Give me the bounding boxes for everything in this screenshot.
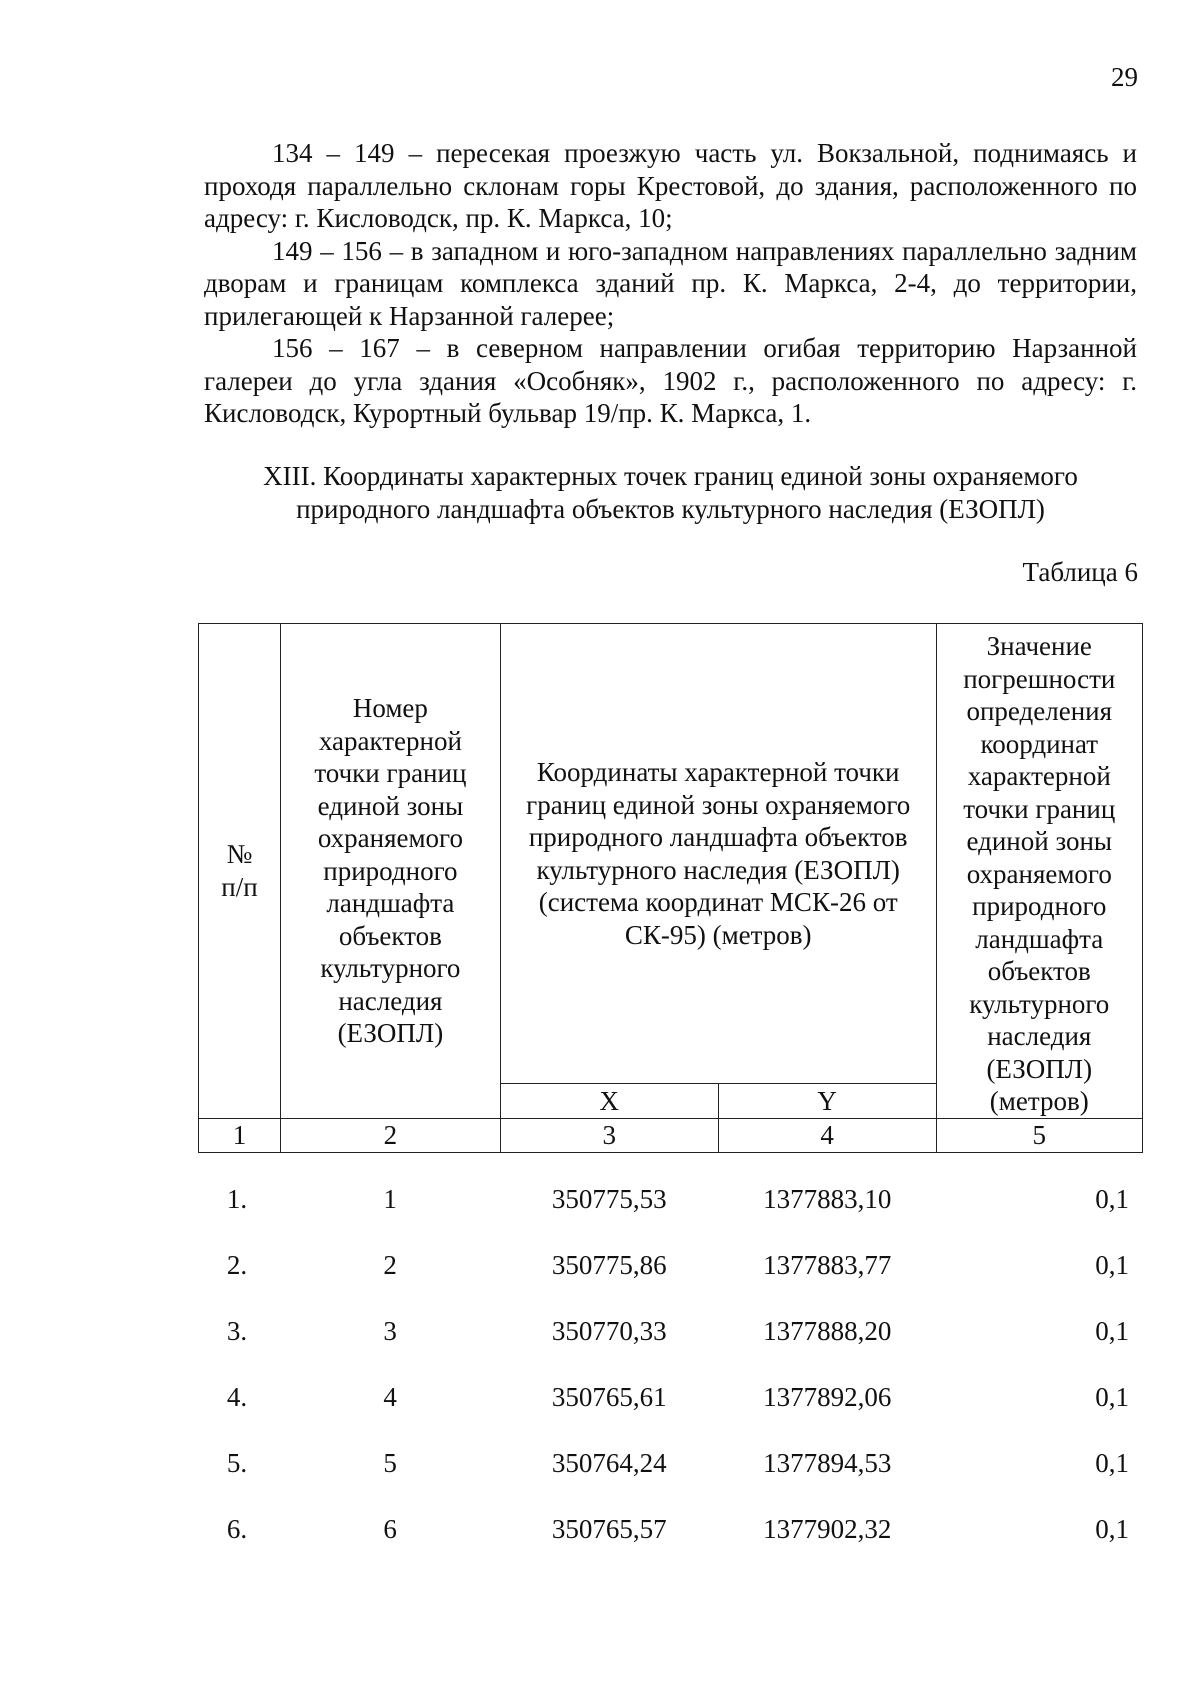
coord-x: 350765,61 — [551, 1381, 667, 1412]
column-number: 2 — [280, 1118, 500, 1152]
row-number: 4. — [226, 1381, 248, 1412]
row-number: 6. — [226, 1513, 248, 1544]
column-number: 5 — [936, 1118, 1142, 1152]
column-number: 1 — [199, 1118, 281, 1152]
table-row — [198, 1166, 1143, 1232]
coord-x: 350765,57 — [551, 1513, 667, 1544]
coord-y: 1377888,20 — [763, 1315, 892, 1346]
table-row — [198, 1496, 1143, 1562]
table-row — [198, 1232, 1143, 1298]
paragraph-149-156: 149 – 156 – в западном и юго-западном направлениях параллельно задним дворам и границам комплекса зданий пр. К. Маркса, 2-4, до территории, прилегающей к Нарзанной галерее; — [204, 235, 1137, 331]
row-number: 3. — [226, 1315, 248, 1346]
coord-x: 350775,53 — [551, 1183, 667, 1214]
error-value: 0,1 — [1095, 1315, 1129, 1346]
page-number: 29 — [1111, 62, 1138, 92]
point-number: 4 — [383, 1381, 397, 1412]
coordinates-table-header — [198, 623, 1143, 1153]
section-heading — [204, 460, 1137, 526]
error-value: 0,1 — [1095, 1513, 1129, 1544]
table-row — [198, 1364, 1143, 1430]
point-number: 6 — [383, 1513, 397, 1544]
point-number: 1 — [383, 1183, 397, 1214]
header-error-value: Значение погрешности определения координат характерной точки границ единой зоны охраняемого природного ландшафта объектов культурного наследия (ЕЗОПЛ) (метров) — [936, 624, 1142, 1119]
column-number: 4 — [718, 1118, 936, 1152]
row-number: 2. — [226, 1249, 248, 1280]
header-y: Y — [718, 1084, 936, 1118]
error-value: 0,1 — [1095, 1249, 1129, 1280]
coord-y: 1377902,32 — [763, 1513, 892, 1544]
coord-y: 1377883,10 — [763, 1183, 892, 1214]
point-number: 2 — [383, 1249, 397, 1280]
coord-x: 350770,33 — [551, 1315, 667, 1346]
table-row — [198, 1430, 1143, 1496]
section-heading-line-1: XIII. Координаты характерных точек границ единой зоны охраняемого — [263, 461, 1078, 491]
coordinates-table-body — [198, 1166, 1143, 1562]
error-value: 0,1 — [1095, 1447, 1129, 1478]
error-value: 0,1 — [1095, 1183, 1129, 1214]
column-number-row — [199, 1118, 1143, 1152]
coord-x: 350775,86 — [551, 1249, 667, 1280]
body-text — [204, 137, 1137, 430]
coord-x: 350764,24 — [551, 1447, 667, 1478]
point-number: 3 — [383, 1315, 397, 1346]
error-value: 0,1 — [1095, 1381, 1129, 1412]
section-heading-line-2: природного ландшафта объектов культурного наследия (ЕЗОПЛ) — [296, 494, 1045, 524]
column-number: 3 — [500, 1118, 718, 1152]
header-coordinates: Координаты характерной точки границ единой зоны охраняемого природного ландшафта объектов культурного наследия (ЕЗОПЛ) (система координат МСК-26 от СК-95) (метров) — [500, 624, 936, 1084]
paragraph-134-149: 134 – 149 – пересекая проезжую часть ул. Вокзальной, поднимаясь и проходя параллельно склонам горы Крестовой, до здания, расположенного по адресу: г. Кисловодск, пр. К. Маркса, 10; — [204, 138, 1137, 233]
coord-y: 1377894,53 — [763, 1447, 892, 1478]
header-point-number: Номер характерной точки границ единой зоны охраняемого природного ландшафта объектов культурного наследия (ЕЗОПЛ) — [280, 624, 500, 1119]
point-number: 5 — [383, 1447, 397, 1478]
paragraph-156-167: 156 – 167 – в северном направлении огибая территорию Нарзанной галереи до угла здания «Особняк», 1902 г., расположенного по адресу: г. Кисловодск, Курортный бульвар 19/пр. К. Маркса, 1. — [204, 333, 1137, 428]
table-row — [198, 1298, 1143, 1364]
row-number: 1. — [226, 1183, 248, 1214]
header-x: X — [500, 1084, 718, 1118]
coord-y: 1377892,06 — [763, 1381, 892, 1412]
row-number: 5. — [226, 1447, 248, 1478]
header-row-number: № п/п — [199, 624, 281, 1119]
table-label: Таблица 6 — [1022, 557, 1138, 587]
coord-y: 1377883,77 — [763, 1249, 892, 1280]
